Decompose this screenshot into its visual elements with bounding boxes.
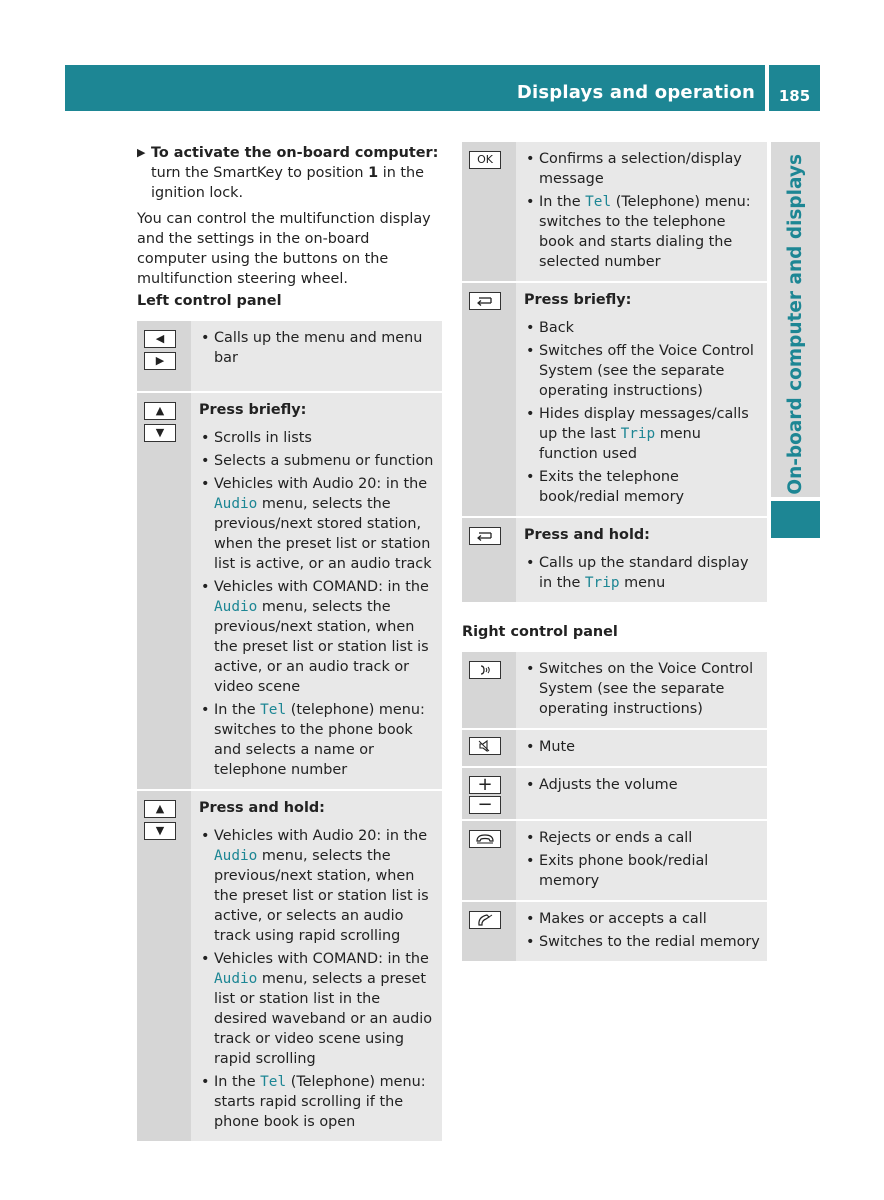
row-subheading: Press briefly:: [199, 402, 307, 418]
list-item: [524, 192, 761, 272]
header-bar: [65, 65, 765, 111]
description-cell: [191, 393, 442, 789]
list-item: [199, 577, 436, 697]
text: menu, selects the previous/next station, when the preset list or station list is active, or an audio track or video scene: [214, 599, 429, 695]
menu-code: Audio: [214, 848, 258, 864]
page-number-box: [769, 65, 820, 111]
text: Vehicles with Audio 20: in the: [214, 828, 428, 844]
key-cell: [462, 730, 516, 766]
end-call-key-icon: [469, 830, 501, 848]
chapter-label: On-board computer and displays: [785, 154, 806, 495]
key-cell: [462, 518, 516, 602]
key-cell: [137, 321, 191, 391]
list-item: • Rejects or ends a call: [524, 828, 761, 848]
row-subheading: Press and hold:: [199, 800, 325, 816]
list-item: • Exits the telephone book/redial memory: [524, 467, 761, 507]
description-cell: [191, 791, 442, 1141]
arrow-up-key-icon: ▲: [144, 402, 176, 420]
row-subheading: Press briefly:: [524, 292, 632, 308]
list-item: [199, 826, 436, 946]
table-row: [137, 393, 442, 789]
text: In the: [214, 702, 261, 718]
menu-code: Tel: [260, 702, 287, 718]
list-item: • Calls up the menu and menu bar: [199, 328, 436, 368]
key-cell: [462, 142, 516, 281]
arrow-left-key-icon: ◀: [144, 330, 176, 348]
chapter-side-tab: [771, 142, 820, 497]
description-cell: [191, 321, 442, 391]
text: Vehicles with COMAND: in the: [214, 579, 429, 595]
left-column: [137, 143, 443, 1143]
list-item: • Mute: [524, 737, 761, 757]
table-row: [462, 142, 767, 281]
text: menu function used: [539, 426, 701, 462]
menu-code: Audio: [214, 599, 258, 615]
menu-code: Trip: [620, 426, 656, 442]
description-cell: [516, 283, 767, 516]
table-row: [462, 821, 767, 900]
arrow-right-key-icon: ▶: [144, 352, 176, 370]
description-cell: [516, 768, 767, 819]
text: Vehicles with COMAND: in the: [214, 951, 429, 967]
list-item: [199, 1072, 436, 1132]
arrow-down-key-icon: ▼: [144, 424, 176, 442]
key-cell: [462, 902, 516, 961]
ignition-position: 1: [368, 165, 379, 181]
back-key-icon: [469, 527, 501, 545]
key-cell: [137, 791, 191, 1141]
table-row: [462, 730, 767, 766]
volume-down-key-icon: −: [469, 796, 501, 814]
text: menu, selects a preset list or station list in the desired waveband or an audio track or video scene using rapid scrolling: [214, 971, 433, 1067]
text: Calls up the standard display in the: [539, 555, 749, 591]
key-cell: [462, 821, 516, 900]
key-cell: [462, 652, 516, 728]
list-item: • Switches on the Voice Control System (see the separate operating instructions): [524, 659, 761, 719]
list-item: • Makes or accepts a call: [524, 909, 761, 929]
menu-code: Audio: [214, 496, 258, 512]
list-item: [524, 553, 761, 593]
table-row: [462, 518, 767, 602]
instruction-text-end: in the ignition lock.: [151, 165, 425, 201]
list-item: • Exits phone book/redial memory: [524, 851, 761, 891]
ok-key: OK: [469, 151, 501, 169]
intro-paragraph: You can control the multifunction display and the settings in the on-board computer using the buttons on the multifunction steering wheel.: [137, 211, 431, 287]
arrow-right-icon: ▶: [137, 146, 146, 159]
description-cell: [516, 142, 767, 281]
description-cell: [516, 652, 767, 728]
instruction-text: turn the SmartKey to position: [151, 165, 369, 181]
volume-up-key-icon: +: [469, 776, 501, 794]
list-item: • Confirms a selection/display message: [524, 149, 761, 189]
text: (Telephone) menu: starts rapid scrolling if the phone book is open: [214, 1074, 426, 1130]
left-control-table: [137, 319, 442, 1143]
mute-key-icon: [469, 737, 501, 755]
key-cell: [462, 768, 516, 819]
row-subheading: Press and hold:: [524, 527, 650, 543]
right-column: [462, 140, 768, 963]
description-cell: [516, 730, 767, 766]
right-function-table: [462, 140, 767, 604]
list-item: • Selects a submenu or function: [199, 451, 436, 471]
list-item: • Scrolls in lists: [199, 428, 436, 448]
page-number: 185: [778, 87, 811, 105]
menu-code: Tel: [260, 1074, 287, 1090]
description-cell: [516, 821, 767, 900]
text: (telephone) menu: switches to the phone book and selects a name or telephone number: [214, 702, 425, 778]
instruction: [137, 143, 443, 203]
table-row: [462, 768, 767, 819]
left-panel-heading: Left control panel: [137, 293, 282, 309]
section-title: Displays and operation: [516, 82, 755, 103]
table-row: [462, 902, 767, 961]
menu-code: Audio: [214, 971, 258, 987]
menu-code: Trip: [584, 575, 620, 591]
text: (Telephone) menu: switches to the telephone book and starts dialing the selected number: [539, 194, 751, 270]
key-cell: [462, 283, 516, 516]
text: menu: [619, 575, 666, 591]
description-cell: [516, 518, 767, 602]
text: menu, selects the previous/next stored station, when the preset list or station list is active, or an audio track: [214, 496, 432, 572]
list-item: [199, 700, 436, 780]
list-item: • Switches off the Voice Control System (see the separate operating instructions): [524, 341, 761, 401]
table-row: [462, 652, 767, 728]
voice-control-key-icon: [469, 661, 501, 679]
list-item: • Adjusts the volume: [524, 775, 761, 795]
accept-call-key-icon: [469, 911, 501, 929]
right-control-table: [462, 650, 767, 963]
list-item: [199, 949, 436, 1069]
menu-code: Tel: [585, 194, 612, 210]
list-item: [524, 404, 761, 464]
list-item: [199, 474, 436, 574]
text: In the: [539, 194, 586, 210]
arrow-down-key-icon: ▼: [144, 822, 176, 840]
table-row: [462, 283, 767, 516]
chapter-marker: [771, 501, 820, 538]
back-key-icon: [469, 292, 501, 310]
right-panel-heading: Right control panel: [462, 624, 618, 640]
table-row: [137, 791, 442, 1141]
description-cell: [516, 902, 767, 961]
text: Vehicles with Audio 20: in the: [214, 476, 428, 492]
arrow-up-key-icon: ▲: [144, 800, 176, 818]
text: In the: [214, 1074, 261, 1090]
table-row: [137, 321, 442, 391]
list-item: • Back: [524, 318, 761, 338]
text: menu, selects the previous/next station, when the preset list or station list is active, or selects an audio track using rapid scrolling: [214, 848, 429, 944]
key-cell: [137, 393, 191, 789]
instruction-lead: To activate the on-board computer:: [151, 145, 439, 161]
text: Hides display messages/calls up the last: [539, 406, 749, 442]
list-item: • Switches to the redial memory: [524, 932, 761, 952]
